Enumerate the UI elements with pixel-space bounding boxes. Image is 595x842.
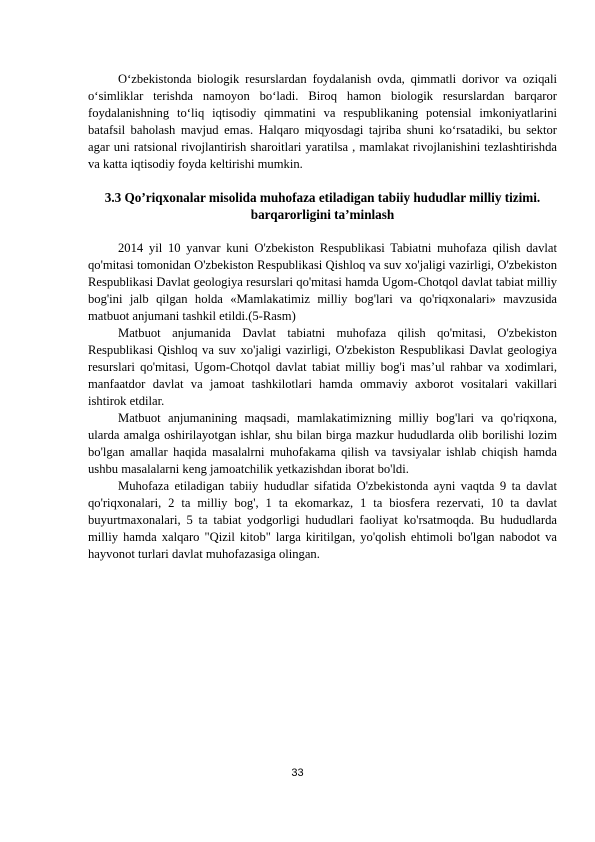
body-paragraph-1: 2014 yil 10 yanvar kuni O'zbekiston Respublikasi Tabiatni muhofaza qilish davlat qo'mitasi tomonidan O'zbekiston Respublikasi Qishloq va suv xo'jaligi vazirligi, O'zbekiston Respublikasi Davlat geologiya resurslari qo'mitasi hamda Ugom-Chotqol davlat tabiat milliy bog'ini jalb qilgan holda «Mamlakatimiz milliy bog'lari va qo'riqxonalari» mavzusida matbuot anjumani tashkil etildi.(5-Rasm) [88,241,557,323]
body-paragraph-3: Matbuot anjumanining maqsadi, mamlakatimizning milliy bog'lari va qo'riqxona, ularda amalga oshirilayotgan ishlar, shu bilan birga mazkur hududlarda olib borilishi lozim bo'lgan amallar haqida masalalrni muhofakama qilish va tavsiyalar ishlab chiqish hamda ushbu masalalarni keng jamoatchilik yetkazishdan iborat bo'ldi. [88,411,557,476]
document-page [88,71,557,563]
body-paragraph-4: Muhofaza etiladigan tabiiy hududlar sifatida O'zbekistonda ayni vaqtda 9 ta davlat qo'riqxonalari, 2 ta milliy bog', 1 ta ekomarkaz, 1 ta biosfera rezervati, 10 ta davlat buyurtmaxonalari, 5 ta tabiat yodgorligi hududlari faoliyat ko'rsatmoqda. Bu hududlarda milliy hamda xalqaro "Qizil kitob" larga kiritilgan, yo'qolish ehtimoli bo'lgan nabodot va hayvonot turlari davlat muhofazasiga olingan. [88,479,557,561]
body-paragraph-2: Matbuot anjumanida Davlat tabiatni muhofaza qilish qo'mitasi, O'zbekiston Respublikasi Qishloq va suv xo'jaligi vazirligi, O'zbekiston Respublikasi Davlat geologiya resurslari qo'mitasi, Ugom-Chotqol davlat tabiat milliy bog'i mas’ul rahbar va xodimlari, manfaatdor davlat va jamoat tashkilotlari hamda ommaviy axborot vositalari vakillari ishtirok etdilar. [88,326,557,408]
page-number: 33 [291,767,304,779]
intro-paragraph: O‘zbekistonda biologik resurslardan foydalanish ovda, qimmatli dorivor va oziqali o‘simliklar terishda namoyon bo‘ladi. Biroq hamon biologik resurslardan barqaror foydalanishning to‘liq iqtisodiy qimmatini va respublikaning potensial imkoniyatlarini batafsil baholash mavjud emas. Halqaro miqyosdagi tajriba shuni ko‘rsatadiki, bu sektor agar uni ratsional rivojlantirish sharoitlari yaratilsa , mamlakat rivojlanishini tezlashtirishda va katta iqtisodiy foyda keltirishi mumkin. [88,72,557,171]
section-heading: 3.3 Qo’riqxonalar misolida muhofaza etiladigan tabiiy hududlar milliy tizimi. barqarorligini ta’minlash [104,190,541,222]
